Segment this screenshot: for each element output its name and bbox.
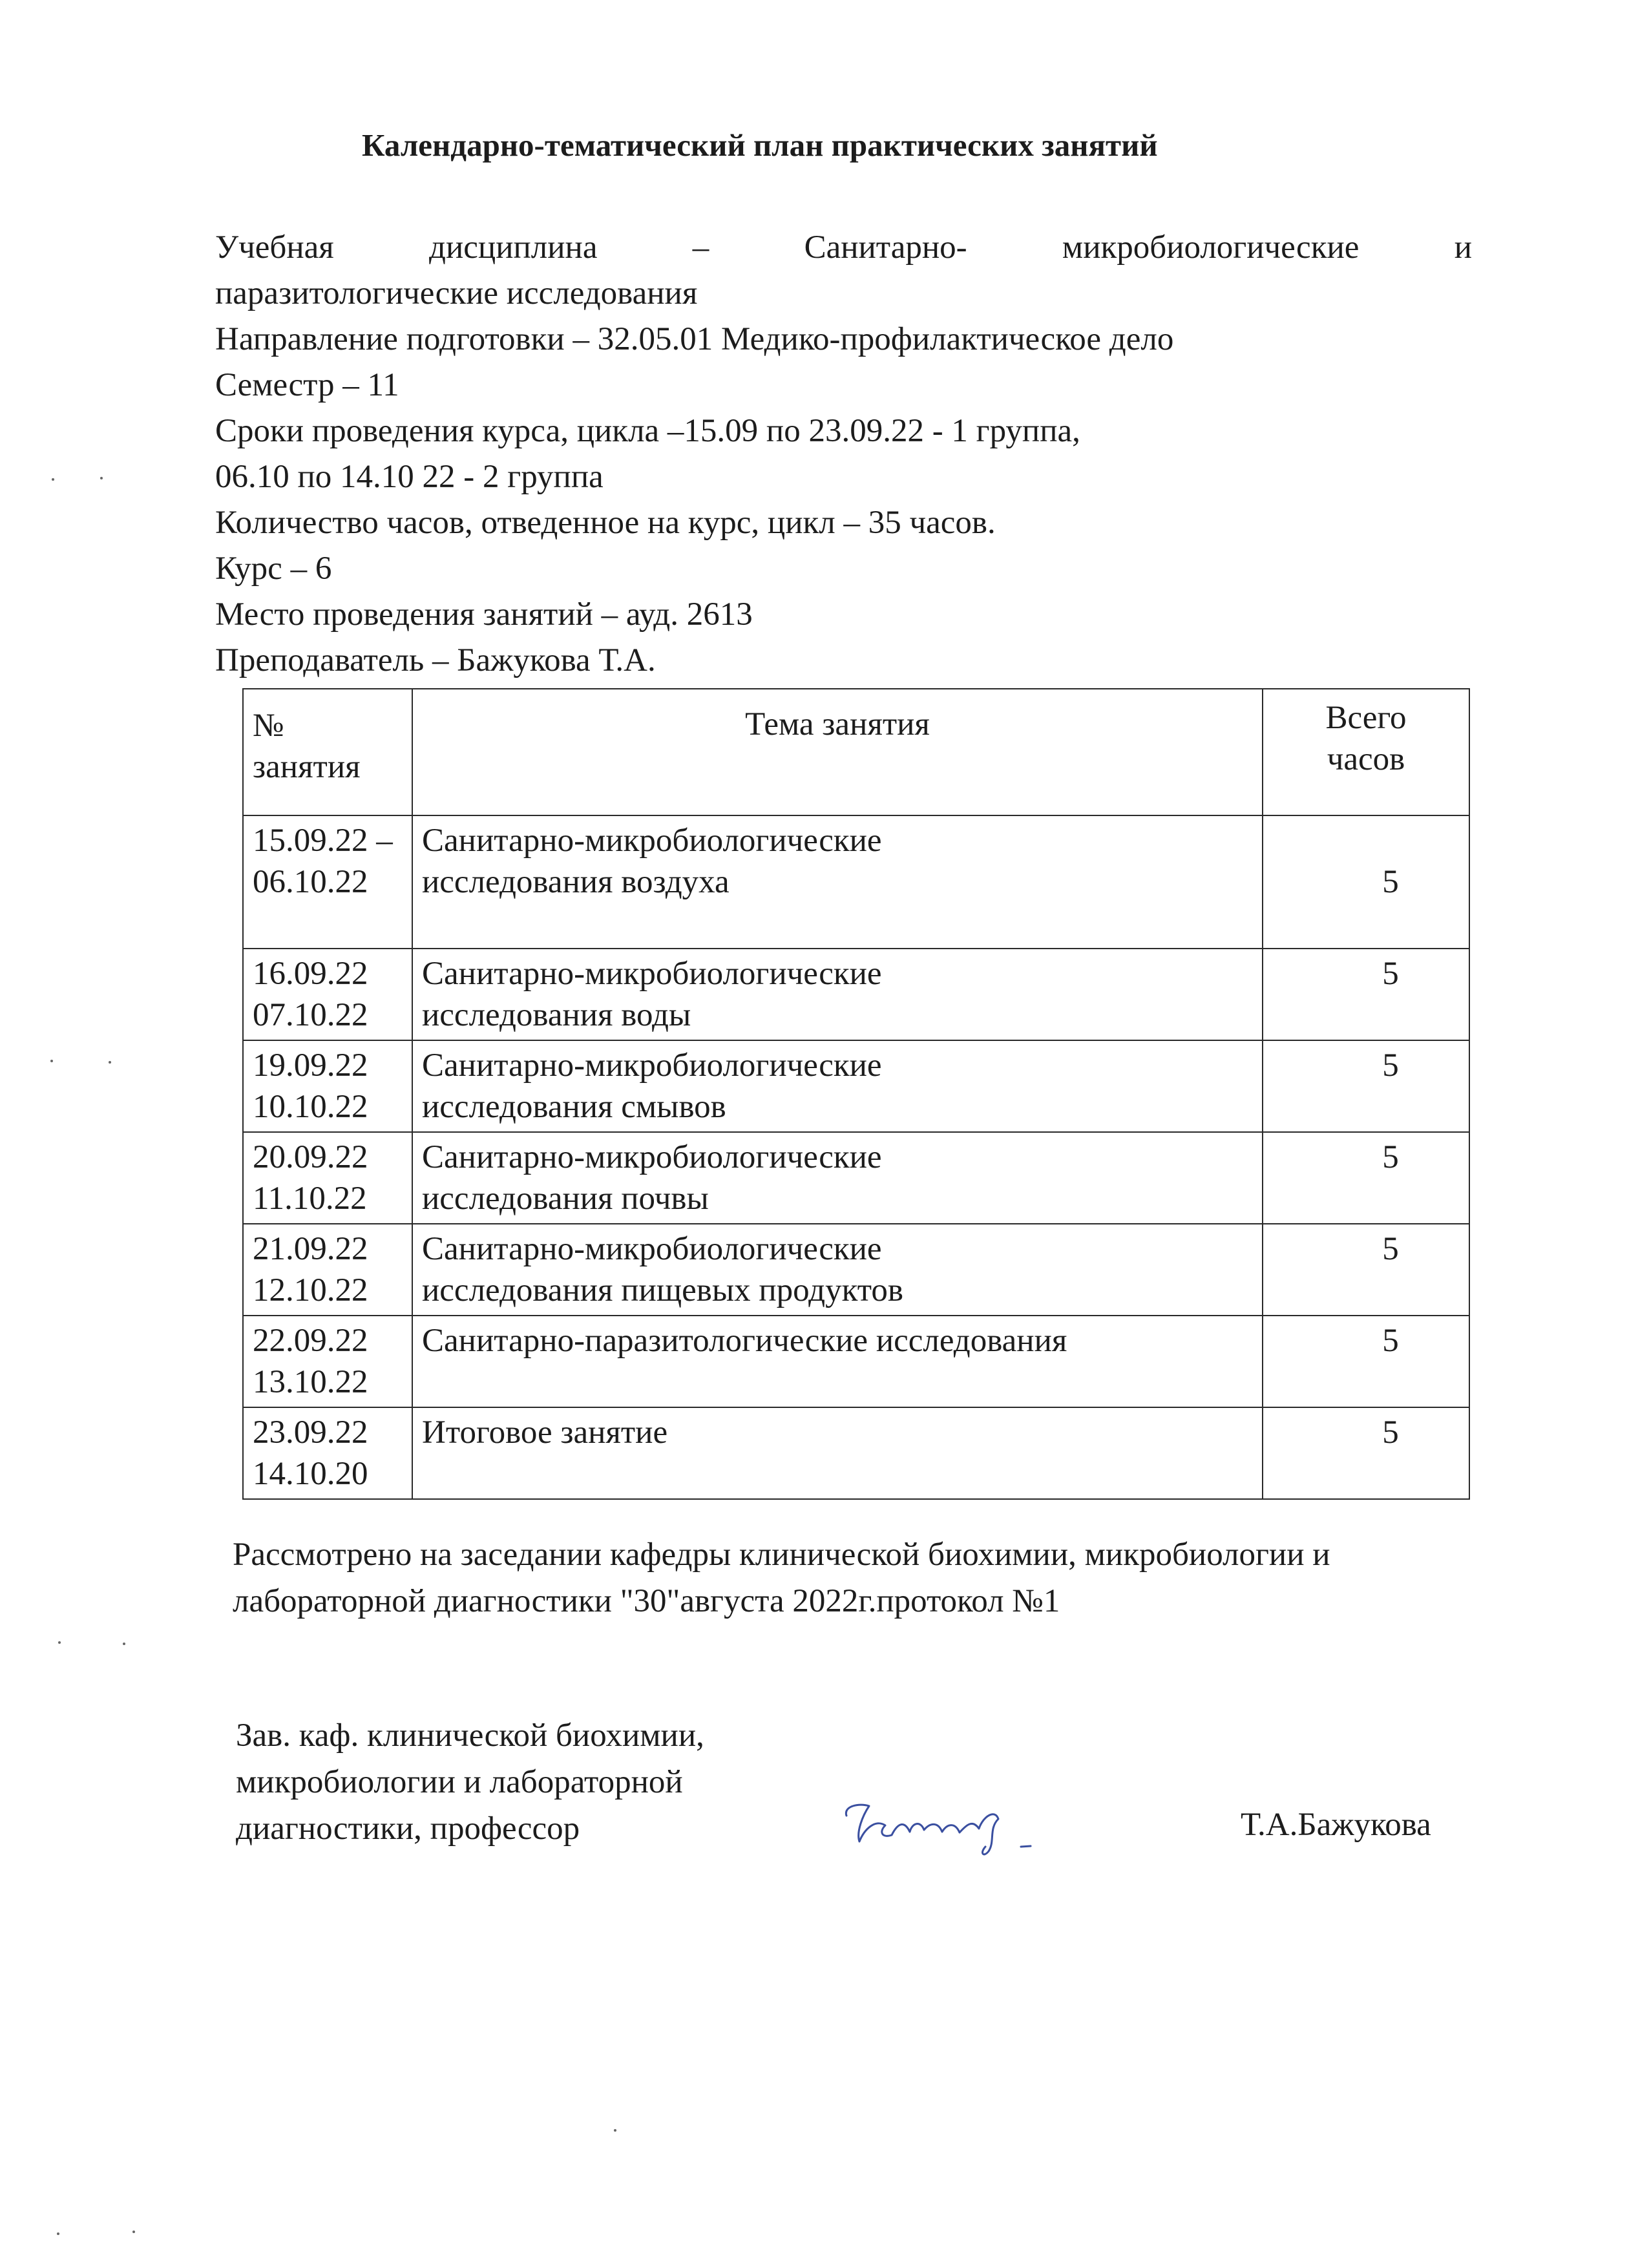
handwritten-signature bbox=[834, 1770, 1079, 1867]
lesson-topic: Санитарно-микробиологические исследования почвы bbox=[412, 1132, 1263, 1224]
approval-note-line: Рассмотрено на заседании кафедры клинической биохимии, микробиологии и bbox=[233, 1537, 1330, 1573]
approval-note bbox=[233, 1531, 1499, 1624]
lesson-topic: Санитарно-микробиологические исследования воды bbox=[412, 949, 1263, 1040]
signoff-title-line: диагностики, профессор bbox=[236, 1811, 580, 1847]
lesson-dates: 23.09.22 14.10.20 bbox=[243, 1407, 412, 1499]
table-header-row bbox=[243, 689, 1469, 815]
lesson-hours: 5 bbox=[1263, 1316, 1469, 1407]
lesson-dates: 22.09.22 13.10.22 bbox=[243, 1316, 412, 1407]
lessons-table bbox=[242, 688, 1470, 1500]
lesson-topic: Санитарно-микробиологические исследования смывов bbox=[412, 1040, 1263, 1132]
lesson-topic: Итоговое занятие bbox=[412, 1407, 1263, 1499]
header-topic: Тема занятия bbox=[412, 689, 1263, 815]
discipline-word: Санитарно- bbox=[804, 229, 967, 266]
scan-speck bbox=[132, 2231, 135, 2233]
discipline-continuation: паразитологические исследования bbox=[215, 275, 698, 311]
scan-speck bbox=[614, 2129, 616, 2132]
lesson-hours: 5 bbox=[1263, 1040, 1469, 1132]
lesson-hours: 5 bbox=[1263, 1407, 1469, 1499]
scan-speck bbox=[52, 478, 54, 481]
lesson-topic: Санитарно-микробиологические исследования воздуха bbox=[412, 815, 1263, 949]
dates-line-2: 06.10 по 14.10 22 - 2 группа bbox=[215, 459, 604, 495]
lesson-topic: Санитарно-паразитологические исследования bbox=[412, 1316, 1263, 1407]
scan-speck bbox=[109, 1061, 111, 1064]
scan-speck bbox=[57, 2232, 59, 2235]
lesson-dates: 21.09.22 12.10.22 bbox=[243, 1224, 412, 1316]
signoff-title-line: микробиологии и лабораторной bbox=[236, 1764, 683, 1800]
scan-speck bbox=[50, 1060, 53, 1062]
discipline-word: микробиологические bbox=[1062, 229, 1360, 266]
table-row bbox=[243, 1316, 1469, 1407]
discipline-word: и bbox=[1454, 229, 1472, 266]
lesson-dates: 15.09.22 – 06.10.22 bbox=[243, 815, 412, 949]
lesson-hours: 5 bbox=[1263, 949, 1469, 1040]
discipline-word: Учебная bbox=[215, 229, 334, 266]
dates-line: Сроки проведения курса, цикла –15.09 по 23.09.22 - 1 группа, bbox=[215, 413, 1080, 449]
lesson-dates: 19.09.22 10.10.22 bbox=[243, 1040, 412, 1132]
table-row bbox=[243, 815, 1469, 949]
document-title: Календарно-тематический план практических занятий bbox=[362, 127, 1158, 163]
lesson-dates: 20.09.22 11.10.22 bbox=[243, 1132, 412, 1224]
lesson-topic: Санитарно-микробиологические исследования пищевых продуктов bbox=[412, 1224, 1263, 1316]
table-row bbox=[243, 1407, 1469, 1499]
table-row bbox=[243, 1224, 1469, 1316]
signatory-name: Т.А.Бажукова bbox=[1241, 1807, 1431, 1843]
table-row bbox=[243, 1040, 1469, 1132]
lesson-hours: 5 bbox=[1263, 1132, 1469, 1224]
course-line: Курс – 6 bbox=[215, 551, 332, 587]
discipline-word: дисциплина bbox=[429, 229, 598, 266]
signoff-block bbox=[236, 1712, 704, 1852]
lesson-hours: 5 bbox=[1263, 815, 1469, 949]
header-hours: Всего часов bbox=[1263, 689, 1469, 815]
scan-speck bbox=[58, 1641, 61, 1644]
place-line: Место проведения занятий – ауд. 2613 bbox=[215, 596, 753, 633]
course-info bbox=[215, 225, 1482, 684]
table-row bbox=[243, 949, 1469, 1040]
direction-line: Направление подготовки – 32.05.01 Медико-профилактическое дело bbox=[215, 321, 1174, 357]
scan-speck bbox=[123, 1643, 125, 1645]
lesson-hours: 5 bbox=[1263, 1224, 1469, 1316]
scan-speck bbox=[100, 477, 103, 479]
discipline-word: – bbox=[692, 229, 709, 266]
header-lesson-number: № занятия bbox=[243, 689, 412, 815]
approval-note-line: лабораторной диагностики "30"августа 2022г.протокол №1 bbox=[233, 1583, 1060, 1619]
teacher-line: Преподаватель – Бажукова Т.А. bbox=[215, 642, 656, 678]
lesson-dates: 16.09.22 07.10.22 bbox=[243, 949, 412, 1040]
hours-line: Количество часов, отведенное на курс, цикл – 35 часов. bbox=[215, 505, 996, 541]
discipline-line bbox=[215, 225, 1472, 271]
signoff-title-line: Зав. каф. клинической биохимии, bbox=[236, 1717, 704, 1754]
semester-line: Семестр – 11 bbox=[215, 367, 399, 403]
table-row bbox=[243, 1132, 1469, 1224]
